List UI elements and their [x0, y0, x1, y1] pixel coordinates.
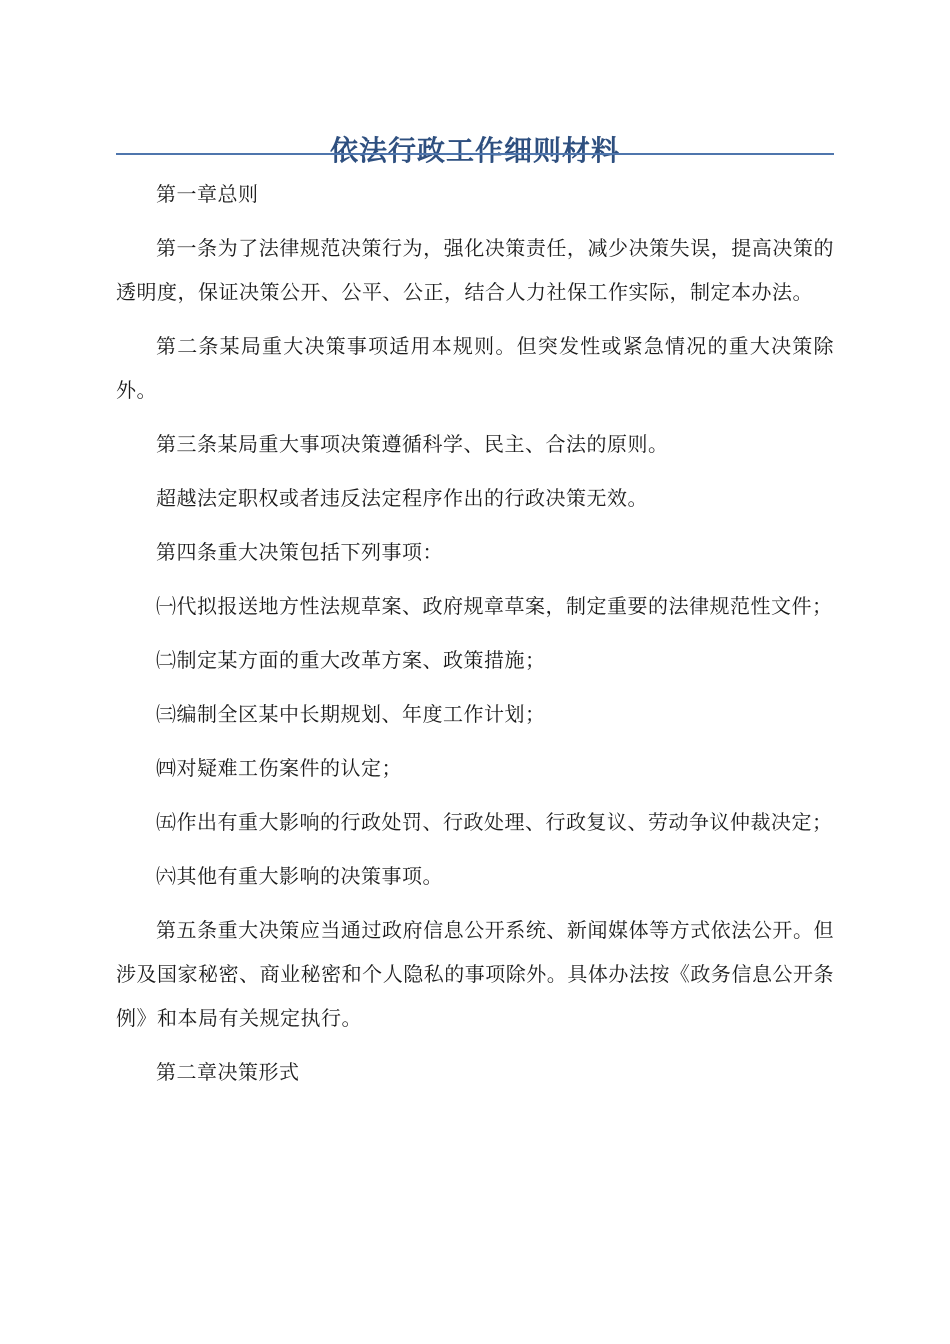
list-item: ㈥其他有重大影响的决策事项。: [156, 864, 443, 888]
list-item: ㈤作出有重大影响的行政处罚、行政处理、行政复议、劳动争议仲裁决定；: [156, 810, 833, 834]
chapter-heading: 第一章总则: [156, 182, 259, 206]
article-paragraph: 第一条为了法律规范决策行为，强化决策责任，减少决策失误，提高决策的透明度，保证决策公开、公平、公正，结合人力社保工作实际，制定本办法。: [116, 236, 834, 304]
body-paragraph: 超越法定职权或者违反法定程序作出的行政决策无效。: [156, 486, 648, 510]
title-underline: [116, 153, 834, 155]
article-paragraph: 第三条某局重大事项决策遵循科学、民主、合法的原则。: [156, 432, 669, 456]
article-paragraph: 第二条某局重大决策事项适用本规则。但突发性或紧急情况的重大决策除外。: [116, 334, 834, 402]
list-item: ㈠代拟报送地方性法规草案、政府规章草案，制定重要的法律规范性文件；: [156, 594, 833, 618]
article-paragraph: 第五条重大决策应当通过政府信息公开系统、新闻媒体等方式依法公开。但涉及国家秘密、商业秘密和个人隐私的事项除外。具体办法按《政务信息公开条例》和本局有关规定执行。: [116, 918, 834, 1030]
document-title: 依法行政工作细则材料: [329, 133, 620, 167]
chapter-heading: 第二章决策形式: [156, 1060, 300, 1084]
article-paragraph: 第四条重大决策包括下列事项：: [156, 540, 443, 564]
list-item: ㈢编制全区某中长期规划、年度工作计划；: [156, 702, 546, 726]
list-item: ㈣对疑难工伤案件的认定；: [156, 756, 402, 780]
document-body: [116, 172, 834, 1104]
list-item: ㈡制定某方面的重大改革方案、政策措施；: [156, 648, 546, 672]
